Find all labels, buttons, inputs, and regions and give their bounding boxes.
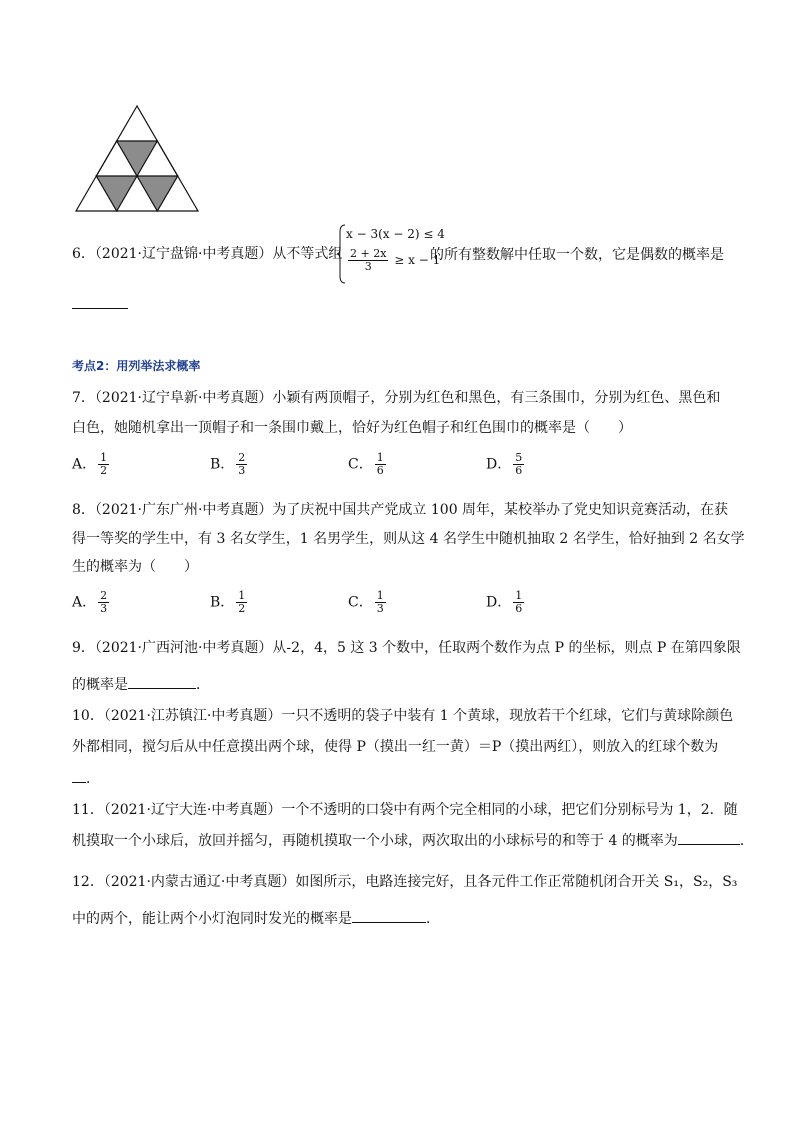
inequality-2 <box>346 248 440 273</box>
q8-line2: 得一等奖的学生中，有 3 名女学生，1 名男学生，则从这 4 名学生中随机抽取 2 名学生，恰好抽到 2 名女学 <box>72 531 745 547</box>
q7-option-c[interactable]: C． $\frac{1}{6}$ <box>348 451 384 477</box>
q7-line2: 白色，她随机拿出一顶帽子和一条围巾戴上，恰好为红色帽子和红色围巾的概率是（ ） <box>72 420 632 436</box>
q8-line3: 生的概率为（ ） <box>72 559 198 575</box>
q8-option-d[interactable]: D． $\frac{1}{6}$ <box>486 589 523 615</box>
ineq2-den: 3 <box>364 260 372 273</box>
q10-line2: 外都相同，搅匀后从中任意摸出两个球，使得 P（摸出一红一黄）＝P（摸出两红），则放入的红球个数为 <box>72 739 719 755</box>
ineq2-num: 2 + 2x <box>350 247 387 260</box>
q8-option-c[interactable]: C． $\frac{1}{3}$ <box>348 589 384 615</box>
q9-line1: 9．（2021·广西河池·中考真题）从-2，4，5 这 3 个数中，任取两个数作为点 P 的坐标，则点 P 在第四象限 <box>72 640 741 656</box>
q6-answer-blank[interactable] <box>72 294 128 309</box>
q7-option-a[interactable]: A． $\frac{1}{2}$ <box>72 451 108 477</box>
system-brace <box>336 224 346 284</box>
q10-line1: 10．（2021·江苏镇江·中考真题）一只不透明的袋子中装有 1 个黄球，现放若干个红球，它们与黄球除颜色 <box>72 708 734 724</box>
q11-line2: 机摸取一个小球后，放回并摇匀，再随机摸取一个小球，两次取出的小球标号的和等于 4 的概率为 ． <box>72 830 754 851</box>
q12-line2: 中的两个，能让两个小灯泡同时发光的概率是 ． <box>72 908 440 929</box>
q10-line3: ． <box>72 768 100 789</box>
q12-line1: 12．（2021·内蒙古通辽·中考真题）如图所示，电路连接完好，且各元件工作正常随机闭合开关 S₁，S₂，S₃ <box>72 874 738 890</box>
q11-line1: 11．（2021·辽宁大连·中考真题）一个不透明的口袋中有两个完全相同的小球，把它们分别标号为 1，2．随 <box>72 802 738 818</box>
q8-option-b[interactable]: B． $\frac{1}{2}$ <box>210 589 246 615</box>
q7-line1: 7．（2021·辽宁阜新·中考真题）小颖有两顶帽子，分别为红色和黑色，有三条围巾，分别为红色、黑色和 <box>72 390 721 406</box>
q9-answer-blank[interactable] <box>128 674 196 689</box>
triangle-figure <box>74 104 200 214</box>
q8-line1: 8．（2021·广东广州·中考真题）为了庆祝中国共产党成立 100 周年，某校举办了党史知识竞赛活动，在获 <box>72 502 729 518</box>
q10-answer-blank[interactable] <box>72 768 86 783</box>
q6-suffix: 的所有整数解中任取一个数，它是偶数的概率是 <box>430 247 724 263</box>
q6-prefix: 6．（2021·辽宁盘锦·中考真题）从不等式组 <box>72 246 343 262</box>
q9-line2: 的概率是 ． <box>72 674 210 695</box>
section-heading: 考点2：用列举法求概率 <box>72 359 201 373</box>
ineq2-rest: ≥ x − 1 <box>394 253 441 267</box>
q7-option-d[interactable]: D． $\frac{5}{6}$ <box>486 451 523 477</box>
q8-option-a[interactable]: A． $\frac{2}{3}$ <box>72 589 108 615</box>
q7-option-b[interactable]: B． $\frac{2}{3}$ <box>210 451 246 477</box>
q11-answer-blank[interactable] <box>678 830 740 845</box>
q12-answer-blank[interactable] <box>352 908 426 923</box>
inequality-1: x − 3(x − 2) ≤ 4 <box>346 227 445 241</box>
